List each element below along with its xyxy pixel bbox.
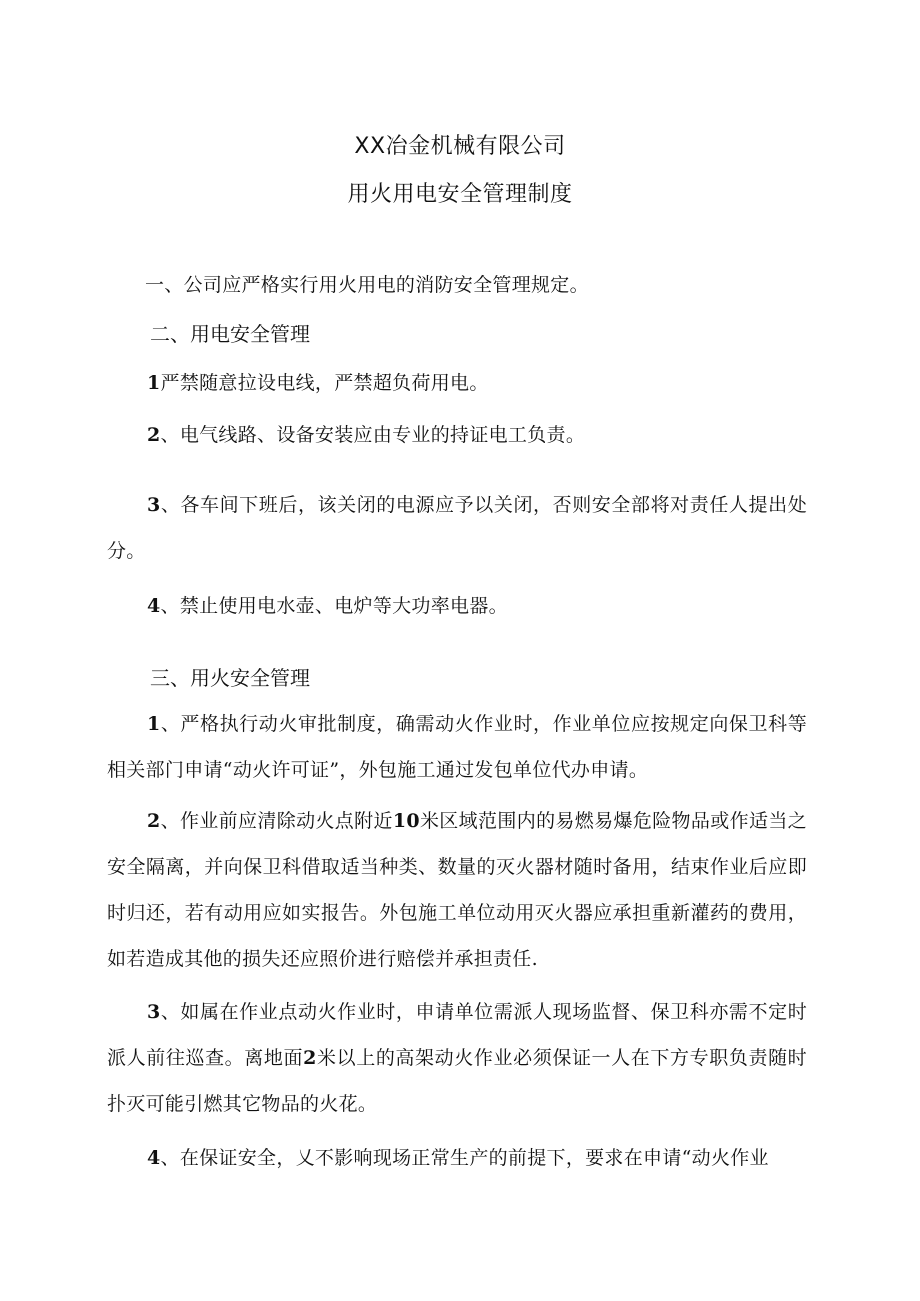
s2-item-3-number: 3 [147, 494, 161, 516]
document-title-company: XX冶金机械有限公司 [354, 134, 566, 159]
s3-item-2-text-a: 、作业前应清除动火点附近 [160, 810, 393, 832]
s2-item-4 [107, 583, 807, 629]
s3-item-4 [107, 1135, 807, 1181]
s3-item-2-text-b: 米区域范围内的易燃易爆危险物品或作适当之安全隔离，并向保卫科借取适当种类、数量的灭火器材随时备用，结束作业后应即时归还，若有动用应如实报告。外包施工单位动用灭火器应承担重新灌药的费用，如若造成其他的损失还应照价进行赔偿并承担责任. [107, 810, 807, 970]
s3-item-1-number: 1 [147, 713, 161, 735]
s3-item-3-text-a: 、如属在作业点动火作业时，申请单位需派人现场监督、保卫科亦需不定时派人前往巡查。离地面 [107, 1001, 807, 1069]
s2-item-1-text: 严禁随意拉设电线，严禁超负荷用电。 [160, 372, 489, 394]
section-2-heading: 二、用电安全管理 [150, 322, 310, 346]
s2-item-2 [107, 412, 807, 458]
s2-item-3-text: 、各车间下班后，该关闭的电源应予以关闭，否则安全部将对责任人提出处分。 [107, 494, 807, 562]
s2-item-2-number: 2 [147, 424, 161, 446]
s3-item-4-text: 、在保证安全，乂不影响现场正常生产的前提下，要求在申请“动火作业 [160, 1147, 769, 1169]
s2-item-1-number: 1 [147, 372, 161, 394]
s3-item-2 [107, 798, 807, 982]
s3-item-3-text-b: 米以上的高架动火作业必须保证一人在下方专职负责随时扑灭可能引燃其它物品的火花。 [107, 1047, 807, 1115]
s2-item-3 [107, 482, 807, 574]
s3-item-2-distance: 10 [392, 810, 420, 832]
s3-item-3-number: 3 [147, 1001, 161, 1023]
s3-item-3-height: 2 [303, 1047, 317, 1069]
s2-item-2-text: 、电气线路、设备安装应由专业的持证电工负责。 [160, 424, 586, 446]
s3-item-1-text: 、严格执行动火审批制度，确需动火作业时，作业单位应按规定向保卫科等相关部门申请“动火许可证”，外包施工通过发包单位代办申请。 [107, 713, 807, 781]
s3-item-2-number: 2 [147, 810, 161, 832]
document-title-regulation: 用火用电安全管理制度 [347, 182, 573, 207]
s3-item-1 [107, 701, 807, 793]
s2-item-1 [107, 360, 807, 406]
section-1-paragraph: 一、公司应严格实行用火用电的消防安全管理规定。 [145, 274, 589, 296]
s3-item-4-number: 4 [147, 1147, 161, 1169]
s2-item-4-text: 、禁止使用电水壶、电炉等大功率电器。 [160, 595, 508, 617]
s2-item-4-number: 4 [147, 595, 161, 617]
section-3-heading: 三、用火安全管理 [150, 666, 310, 690]
s3-item-3 [107, 989, 807, 1127]
